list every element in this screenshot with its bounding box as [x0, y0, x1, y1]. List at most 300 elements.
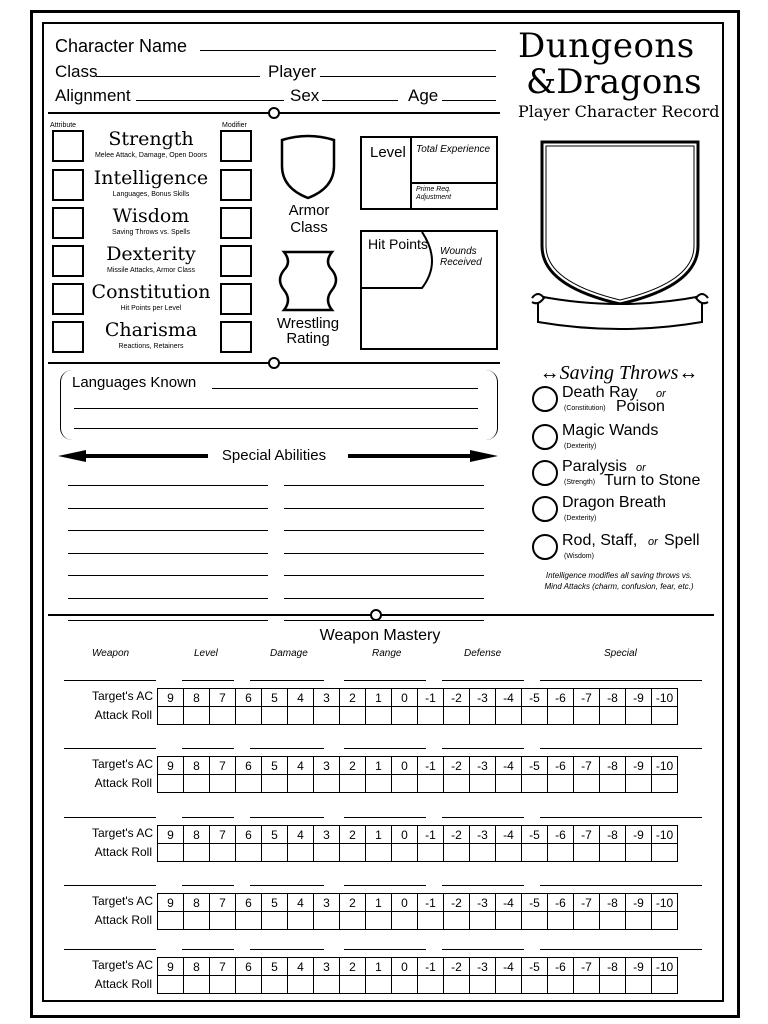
character-name-field[interactable] [200, 50, 496, 51]
target-ac-row [158, 958, 678, 976]
target-ac-label: Target's AC [92, 689, 153, 703]
attack-roll-cell[interactable] [314, 707, 340, 725]
target-ac-cell: -9 [626, 689, 652, 707]
weapon-field-line[interactable] [344, 885, 426, 886]
special-ability-line[interactable] [68, 598, 268, 599]
attack-roll-cell[interactable] [314, 912, 340, 930]
attack-roll-cell[interactable] [262, 707, 288, 725]
target-ac-cell: -1 [418, 894, 444, 912]
target-ac-cell: -1 [418, 958, 444, 976]
saving-throw-circle[interactable] [532, 534, 558, 560]
weapon-field-line[interactable] [344, 680, 426, 681]
attack-roll-cell[interactable] [210, 976, 236, 994]
special-ability-line[interactable] [68, 485, 268, 486]
weapon-header: Weapon [92, 648, 130, 659]
attack-roll-label: Attack Roll [94, 913, 152, 927]
attribute-modifier-box[interactable] [220, 207, 252, 239]
attack-roll-cell[interactable] [210, 775, 236, 793]
target-ac-label: Target's AC [92, 958, 153, 972]
target-ac-cell: 9 [158, 757, 184, 775]
attack-roll-cell[interactable] [548, 775, 574, 793]
weapon-field-line[interactable] [344, 817, 426, 818]
target-ac-cell: 5 [262, 689, 288, 707]
attack-roll-cell[interactable] [366, 775, 392, 793]
alignment-field[interactable] [136, 100, 284, 101]
weapon-field-line[interactable] [344, 949, 426, 950]
target-ac-cell: 4 [288, 958, 314, 976]
attack-roll-row [158, 844, 678, 862]
wrestling-rating-icon[interactable] [274, 246, 342, 316]
attack-roll-cell[interactable] [496, 912, 522, 930]
saving-throw-or: or [656, 388, 666, 400]
attack-roll-cell[interactable] [158, 912, 184, 930]
armor-label-line1: Armor [288, 202, 330, 219]
weapon-field-line[interactable] [250, 949, 324, 950]
weapon-field-line[interactable] [182, 817, 234, 818]
class-field[interactable] [96, 76, 260, 77]
sex-field[interactable] [322, 100, 398, 101]
target-ac-cell: -8 [600, 826, 626, 844]
weapon-field-line[interactable] [250, 817, 324, 818]
attack-roll-row [158, 775, 678, 793]
attack-roll-cell[interactable] [600, 844, 626, 862]
attack-roll-cell[interactable] [418, 707, 444, 725]
attribute-score-box[interactable] [52, 283, 84, 315]
weapon-field-line[interactable] [442, 817, 524, 818]
special-ability-line[interactable] [284, 530, 484, 531]
target-ac-cell: -3 [470, 826, 496, 844]
target-ac-cell: 2 [340, 757, 366, 775]
attack-roll-cell[interactable] [288, 912, 314, 930]
special-ability-line[interactable] [68, 553, 268, 554]
attack-roll-cell[interactable] [366, 707, 392, 725]
saving-throw-circle[interactable] [532, 496, 558, 522]
target-ac-cell: -5 [522, 689, 548, 707]
wounds-received-label: Wounds Received [440, 246, 482, 268]
saving-throw-alternate: Poison [616, 398, 665, 415]
target-ac-label: Target's AC [92, 826, 153, 840]
logo-subtitle: Player Character Record [518, 102, 720, 121]
level-box-hdivider [410, 182, 496, 184]
attack-roll-cell[interactable] [496, 976, 522, 994]
target-ac-cell: 2 [340, 894, 366, 912]
target-ac-cell: 7 [210, 757, 236, 775]
wrestling-label-line1: Wrestling [276, 315, 340, 332]
attack-roll-cell[interactable] [366, 912, 392, 930]
attack-roll-label: Attack Roll [94, 708, 152, 722]
special-ability-line[interactable] [284, 485, 484, 486]
attack-roll-grid [157, 825, 678, 862]
attack-roll-cell[interactable] [522, 844, 548, 862]
target-ac-cell: 8 [184, 826, 210, 844]
special-ability-line[interactable] [68, 530, 268, 531]
attack-roll-grid [157, 957, 678, 994]
attack-roll-cell[interactable] [210, 912, 236, 930]
attribute-name: Intelligence [93, 167, 209, 189]
attack-roll-cell[interactable] [470, 976, 496, 994]
attack-roll-cell[interactable] [522, 707, 548, 725]
attack-roll-cell[interactable] [392, 707, 418, 725]
target-ac-cell: -4 [496, 689, 522, 707]
target-ac-cell: 3 [314, 958, 340, 976]
attack-roll-label: Attack Roll [94, 977, 152, 991]
level-box[interactable] [360, 136, 498, 210]
attack-roll-label: Attack Roll [94, 776, 152, 790]
attack-roll-cell[interactable] [314, 844, 340, 862]
target-ac-cell: -8 [600, 757, 626, 775]
attack-roll-cell[interactable] [574, 844, 600, 862]
special-ability-line[interactable] [284, 575, 484, 576]
attribute-score-box[interactable] [52, 245, 84, 277]
attribute-name: Constitution [91, 281, 211, 303]
saving-throw-attribute: (Dexterity) [564, 443, 597, 450]
attack-roll-cell[interactable] [392, 976, 418, 994]
attribute-description: Melee Attack, Damage, Open Doors [94, 152, 208, 159]
target-ac-row [158, 757, 678, 775]
attack-roll-cell[interactable] [262, 912, 288, 930]
target-ac-cell: 6 [236, 689, 262, 707]
attack-roll-cell[interactable] [314, 976, 340, 994]
attack-roll-cell[interactable] [626, 976, 652, 994]
hit-points-label: Hit Points [368, 236, 428, 252]
attack-roll-cell[interactable] [340, 707, 366, 725]
attack-roll-cell[interactable] [184, 775, 210, 793]
attack-roll-cell[interactable] [184, 912, 210, 930]
target-ac-cell: 8 [184, 958, 210, 976]
target-ac-cell: 7 [210, 826, 236, 844]
attack-roll-cell[interactable] [392, 844, 418, 862]
attack-roll-cell[interactable] [496, 844, 522, 862]
target-ac-row [158, 689, 678, 707]
logo-dragons: &Dragons [526, 62, 702, 102]
target-ac-cell: 0 [392, 894, 418, 912]
attack-roll-cell[interactable] [600, 912, 626, 930]
saving-throw-circle[interactable] [532, 386, 558, 412]
saving-throw-name: Rod, Staff, [562, 532, 638, 549]
attack-roll-cell[interactable] [626, 775, 652, 793]
saving-throw-attribute: (Dexterity) [564, 515, 597, 522]
attack-roll-cell[interactable] [288, 976, 314, 994]
attack-roll-cell[interactable] [444, 707, 470, 725]
attack-roll-cell[interactable] [236, 912, 262, 930]
target-ac-label: Target's AC [92, 757, 153, 771]
target-ac-cell: 0 [392, 958, 418, 976]
attack-roll-cell[interactable] [392, 912, 418, 930]
saving-throw-alternate: Spell [664, 532, 700, 549]
special-ability-line[interactable] [284, 508, 484, 509]
weapon-field-line[interactable] [64, 680, 156, 681]
target-ac-cell: -3 [470, 958, 496, 976]
weapon-field-line[interactable] [540, 748, 702, 749]
target-ac-cell: 4 [288, 757, 314, 775]
weapon-field-line[interactable] [540, 885, 702, 886]
target-ac-cell: 9 [158, 894, 184, 912]
defense-header: Defense [464, 648, 502, 659]
attack-roll-cell[interactable] [652, 707, 678, 725]
attack-roll-cell[interactable] [600, 976, 626, 994]
attack-roll-cell[interactable] [522, 775, 548, 793]
level-box-divider [410, 138, 412, 208]
attack-roll-cell[interactable] [158, 707, 184, 725]
attack-roll-cell[interactable] [236, 976, 262, 994]
alignment-label: Alignment [55, 86, 131, 105]
weapon-field-line[interactable] [540, 817, 702, 818]
attack-roll-cell[interactable] [496, 707, 522, 725]
attack-roll-cell[interactable] [418, 844, 444, 862]
player-label: Player [268, 62, 317, 81]
saving-throws-title [524, 362, 714, 385]
weapon-field-line[interactable] [540, 949, 702, 950]
attack-roll-cell[interactable] [184, 976, 210, 994]
attack-roll-cell[interactable] [626, 707, 652, 725]
target-ac-cell: 2 [340, 958, 366, 976]
attack-roll-cell[interactable] [444, 844, 470, 862]
saving-throws-title-text: Saving Throws [559, 362, 679, 384]
attack-roll-cell[interactable] [652, 912, 678, 930]
attack-roll-cell[interactable] [548, 976, 574, 994]
target-ac-cell: 1 [366, 826, 392, 844]
saving-throws-arrow-left-icon: ↔ [539, 362, 560, 384]
attack-roll-cell[interactable] [418, 912, 444, 930]
attack-roll-cell[interactable] [366, 976, 392, 994]
target-ac-cell: -2 [444, 757, 470, 775]
special-ability-line[interactable] [284, 553, 484, 554]
attack-roll-cell[interactable] [574, 912, 600, 930]
attack-roll-cell[interactable] [366, 844, 392, 862]
attack-roll-cell[interactable] [600, 775, 626, 793]
attack-roll-cell[interactable] [288, 707, 314, 725]
target-ac-cell: 3 [314, 894, 340, 912]
attack-roll-cell[interactable] [626, 844, 652, 862]
languages-line-2[interactable] [74, 408, 478, 409]
weapon-field-line[interactable] [182, 748, 234, 749]
weapon-field-line[interactable] [442, 949, 524, 950]
languages-line-1[interactable] [212, 388, 478, 389]
attack-roll-cell[interactable] [418, 976, 444, 994]
sex-label: Sex [290, 86, 320, 105]
attack-roll-cell[interactable] [314, 775, 340, 793]
attack-roll-cell[interactable] [444, 775, 470, 793]
attribute-description: Languages, Bonus Skills [112, 191, 190, 198]
target-ac-cell: -4 [496, 958, 522, 976]
attack-roll-cell[interactable] [470, 707, 496, 725]
target-ac-cell: 0 [392, 757, 418, 775]
attack-roll-row [158, 912, 678, 930]
target-ac-cell: -6 [548, 757, 574, 775]
weapon-field-line[interactable] [442, 680, 524, 681]
attribute-score-box[interactable] [52, 169, 84, 201]
saving-throw-circle[interactable] [532, 460, 558, 486]
saving-throw-attribute: (Wisdom) [564, 553, 594, 560]
attack-roll-cell[interactable] [626, 912, 652, 930]
armor-class-shield-icon[interactable] [276, 134, 340, 202]
attack-roll-cell[interactable] [652, 844, 678, 862]
target-ac-cell: -8 [600, 894, 626, 912]
attack-roll-cell[interactable] [158, 775, 184, 793]
logo-dungeons: Dungeons [518, 26, 695, 66]
target-ac-cell: 1 [366, 894, 392, 912]
attack-roll-cell[interactable] [470, 775, 496, 793]
target-ac-cell: 9 [158, 689, 184, 707]
target-ac-cell: -7 [574, 958, 600, 976]
target-ac-cell: -4 [496, 757, 522, 775]
languages-line-3[interactable] [74, 428, 478, 429]
weapon-field-line[interactable] [64, 885, 156, 886]
attack-roll-cell[interactable] [262, 976, 288, 994]
target-ac-cell: -10 [652, 826, 678, 844]
target-ac-cell: -7 [574, 757, 600, 775]
weapon-field-line[interactable] [540, 680, 702, 681]
attack-roll-cell[interactable] [444, 976, 470, 994]
target-ac-cell: 0 [392, 689, 418, 707]
target-ac-cell: -9 [626, 894, 652, 912]
target-ac-cell: 6 [236, 958, 262, 976]
weapon-field-line[interactable] [442, 748, 524, 749]
attribute-modifier-box[interactable] [220, 283, 252, 315]
armor-class-label [278, 202, 340, 236]
attack-roll-cell[interactable] [184, 844, 210, 862]
weapon-field-line[interactable] [182, 949, 234, 950]
attack-roll-cell[interactable] [600, 707, 626, 725]
attribute-description: Reactions, Retainers [118, 343, 184, 350]
attack-roll-cell[interactable] [158, 844, 184, 862]
attack-roll-cell[interactable] [236, 844, 262, 862]
saving-throw-alternate: Turn to Stone [604, 472, 701, 489]
target-ac-cell: 1 [366, 958, 392, 976]
attack-roll-cell[interactable] [340, 775, 366, 793]
special-ability-line[interactable] [68, 508, 268, 509]
saving-throw-circle[interactable] [532, 424, 558, 450]
weapon-field-line[interactable] [250, 680, 324, 681]
special-abilities-label: Special Abilities [221, 447, 327, 464]
target-ac-cell: 5 [262, 826, 288, 844]
attack-roll-cell[interactable] [262, 775, 288, 793]
attack-roll-cell[interactable] [548, 844, 574, 862]
target-ac-cell: 5 [262, 757, 288, 775]
attack-roll-cell[interactable] [522, 912, 548, 930]
attack-roll-cell[interactable] [574, 976, 600, 994]
attack-roll-cell[interactable] [548, 707, 574, 725]
target-ac-cell: -9 [626, 958, 652, 976]
target-ac-cell: 1 [366, 689, 392, 707]
weapon-field-line[interactable] [64, 949, 156, 950]
attack-roll-cell[interactable] [652, 775, 678, 793]
attribute-column-label: Attribute [50, 122, 77, 129]
attack-roll-cell[interactable] [444, 912, 470, 930]
saving-throws-note-line1: Intelligence modifies all saving throws vs. [545, 571, 693, 580]
weapon-field-line[interactable] [182, 885, 234, 886]
weapon-field-line[interactable] [64, 817, 156, 818]
divider-ornament-2 [268, 357, 280, 369]
attack-roll-cell[interactable] [548, 912, 574, 930]
target-ac-cell: -9 [626, 826, 652, 844]
attribute-modifier-box[interactable] [220, 321, 252, 353]
weapon-field-line[interactable] [250, 885, 324, 886]
attribute-modifier-box[interactable] [220, 130, 252, 162]
weapon-field-line[interactable] [250, 748, 324, 749]
attribute-score-box[interactable] [52, 207, 84, 239]
attack-roll-cell[interactable] [470, 912, 496, 930]
player-field[interactable] [320, 76, 496, 77]
attack-roll-cell[interactable] [392, 775, 418, 793]
class-label: Class [55, 62, 98, 81]
weapon-field-line[interactable] [182, 680, 234, 681]
attack-roll-cell[interactable] [288, 775, 314, 793]
target-ac-cell: -3 [470, 894, 496, 912]
target-ac-cell: 8 [184, 689, 210, 707]
target-ac-cell: -8 [600, 689, 626, 707]
age-label: Age [408, 86, 439, 105]
target-ac-cell: -7 [574, 826, 600, 844]
target-ac-cell: -1 [418, 826, 444, 844]
saving-throw-name: Magic Wands [562, 422, 659, 439]
target-ac-cell: 6 [236, 894, 262, 912]
target-ac-cell: 3 [314, 757, 340, 775]
attack-roll-cell[interactable] [574, 707, 600, 725]
attack-roll-cell[interactable] [522, 976, 548, 994]
target-ac-row [158, 826, 678, 844]
special-ability-line[interactable] [68, 575, 268, 576]
target-ac-cell: -9 [626, 757, 652, 775]
attack-roll-label: Attack Roll [94, 845, 152, 859]
attack-roll-cell[interactable] [236, 707, 262, 725]
attack-roll-cell[interactable] [158, 976, 184, 994]
attack-roll-cell[interactable] [210, 844, 236, 862]
special-ability-line[interactable] [68, 620, 268, 621]
portrait-shield-icon[interactable] [530, 136, 712, 336]
attack-roll-cell[interactable] [340, 976, 366, 994]
attack-roll-row [158, 976, 678, 994]
attack-roll-cell[interactable] [418, 775, 444, 793]
modifier-column-label: Modifier [222, 122, 247, 129]
attribute-score-box[interactable] [52, 321, 84, 353]
attack-roll-cell[interactable] [340, 912, 366, 930]
attack-roll-cell[interactable] [652, 976, 678, 994]
wrestling-label-line2: Rating [286, 330, 330, 347]
attack-roll-cell[interactable] [210, 707, 236, 725]
attack-roll-cell[interactable] [470, 844, 496, 862]
saving-throws-note-line2: Mind Attacks (charm, confusion, fear, etc.) [544, 582, 694, 591]
attribute-modifier-box[interactable] [220, 245, 252, 277]
saving-throw-attribute: (Strength) [564, 479, 596, 486]
age-field[interactable] [442, 100, 496, 101]
wrestling-rating-label [272, 316, 344, 346]
attribute-name: Wisdom [112, 205, 190, 227]
level-header: Level [194, 648, 218, 659]
attack-roll-cell[interactable] [262, 844, 288, 862]
attack-roll-cell[interactable] [184, 707, 210, 725]
attribute-modifier-box[interactable] [220, 169, 252, 201]
attack-roll-cell[interactable] [574, 775, 600, 793]
weapon-field-line[interactable] [64, 748, 156, 749]
target-ac-cell: -2 [444, 958, 470, 976]
weapon-field-line[interactable] [442, 885, 524, 886]
hit-points-box[interactable] [360, 230, 498, 350]
target-ac-cell: 8 [184, 894, 210, 912]
target-ac-cell: 2 [340, 826, 366, 844]
attribute-score-box[interactable] [52, 130, 84, 162]
special-ability-line[interactable] [284, 598, 484, 599]
attack-roll-row [158, 707, 678, 725]
weapon-mastery-title: Weapon Mastery [319, 627, 441, 644]
level-label: Level [370, 144, 406, 161]
attack-roll-cell[interactable] [496, 775, 522, 793]
weapon-field-line[interactable] [344, 748, 426, 749]
attack-roll-cell[interactable] [340, 844, 366, 862]
attack-roll-cell[interactable] [288, 844, 314, 862]
attack-roll-cell[interactable] [236, 775, 262, 793]
special-ability-line[interactable] [284, 620, 484, 621]
